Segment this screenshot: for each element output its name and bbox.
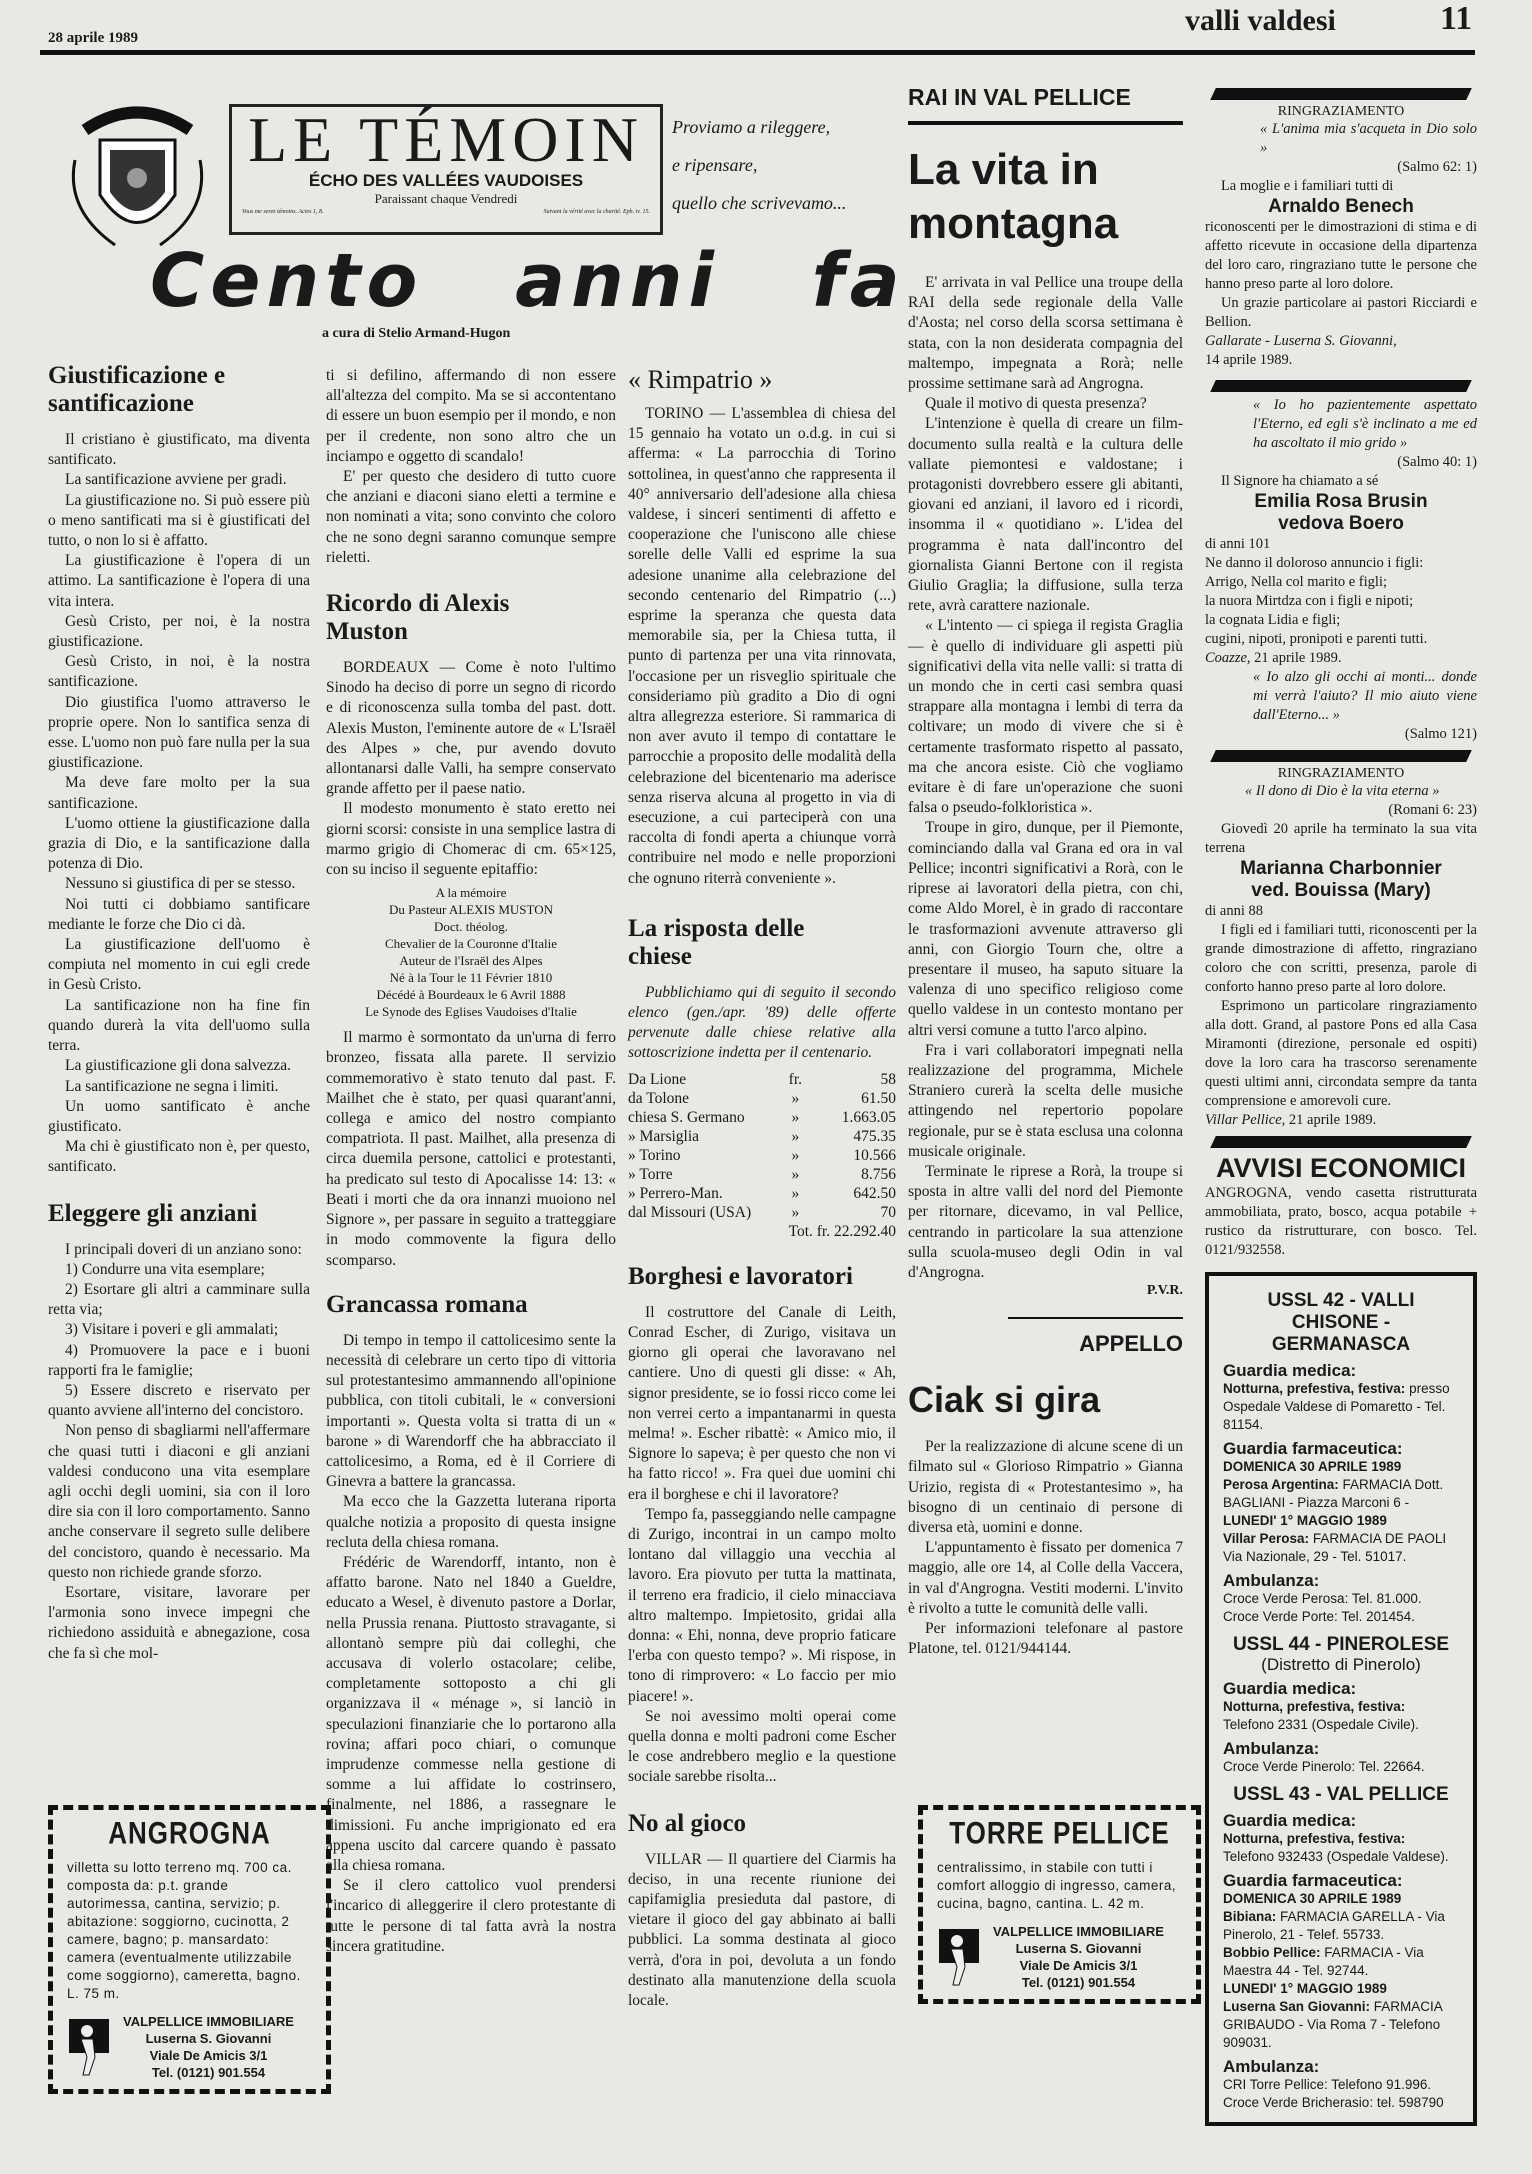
appello-kicker: APPELLO — [1079, 1331, 1183, 1357]
column-4 — [908, 84, 1183, 1659]
notice-divider — [1210, 750, 1472, 762]
paragraph: 5) Essere discreto e riservato per quanto avviene all'interno del concistoro. — [48, 1381, 310, 1420]
notice-heading: RINGRAZIAMENTO — [1277, 104, 1405, 119]
donation-amount: 61.50 — [861, 1089, 896, 1107]
paragraph: Il costruttore del Canale di Leith, Conrad Escher, di Zurigo, visitava un giorno gli operai che lavoravano nel cantiere. Uno di questi gli disse: « Ah, signor presidente, se io fossi ricco come lei non verrei certo a impantanarmi in questa melma! ». Escher ribattè: « Amico mio, il Signore lo sapeva; è per questo che non vi ha fatto ricco! ». Fra quei due uomini chi era il borghese e chi il lavoratore? — [628, 1303, 896, 1503]
ambulance-entry: CRI Torre Pellice: Telefono 91.996. — [1223, 2077, 1432, 2092]
donation-unit: » — [791, 1089, 800, 1107]
article-body — [628, 1850, 896, 2012]
temoin-mottos — [232, 207, 660, 217]
paragraph: Se il clero cattolico vuol prendersi l'incarico di alleggerire il clero protestante di tutte le persone di tal fatta avrà la nostra sincera gratitudine. — [326, 1877, 616, 1955]
agency-phone: Tel. (0121) 901.554 — [1021, 1975, 1136, 1990]
paragraph: La santificazione ne segna i limiti. — [65, 1077, 279, 1095]
ambulanza-label: Ambulanza: — [1223, 1571, 1320, 1590]
paragraph: La giustificazione no. Si può essere più o meno santificati ma si è giustificati del tutto, o non lo si è affatto. — [48, 491, 310, 550]
paragraph: Non penso di sbagliarmi nell'affermare che quasi tutti i diaconi e gli anziani valdesi conducono una vita esemplare agli occhi degli uomini, sia con il loro dire sia con il loro comportamento. Sanno anche conservare il segreto sulle delibere del concistoro, quando è necessario. Ma questo non richiede grande sforzo. — [48, 1422, 310, 1581]
intro-line: Proviamo a rileggere, — [672, 117, 831, 137]
donation-from: » Perrero-Man. — [628, 1184, 723, 1202]
intro-lines — [672, 108, 846, 222]
avvisi-text: vendo casetta ristrutturata ammobiliata, prato, bosco, acqua potabile + rustico da ristrutturare, con bosco. Tel. 0121/932558. — [1205, 1185, 1478, 1258]
paragraph: Per la realizzazione di alcune scene di un filmato sul « Glorioso Rimpatrio » Gianna Urizio, regista di « Protestantesimo », ha bisogno di un centinaio di persone di diversa età, uomini e donne. — [908, 1438, 1183, 1536]
donation-row — [628, 1089, 896, 1108]
paragraph: E' per questo che desidero di tutto cuore che anziani e diaconi siano eletti a termine e non nominati a vita; sono convinto che coloro che ne sono degni saranno comunque sempre rieletti. — [326, 468, 616, 566]
paragraph: Ne danno il doloroso annuncio i figli: — [1205, 555, 1424, 571]
pharmacy-place: Bobbio Pellice: — [1223, 1945, 1321, 1960]
page-number: 11 — [1440, 0, 1473, 37]
notice-date: 21 aprile 1989. — [1254, 650, 1342, 666]
paragraph: 2) Esortare gli altri a camminare sulla retta via; — [48, 1280, 310, 1319]
donation-amount: 70 — [880, 1203, 896, 1221]
ad-title: TORRE PELLICE — [949, 1814, 1170, 1851]
notice-place: Villar Pellice, — [1205, 1112, 1286, 1128]
paragraph: Se noi avessimo molti operai come quella donna e molti padroni come Escher le cose andrebbero meglio e la questione sociale sarebbe risolta... — [628, 1707, 896, 1786]
paragraph: La santificazione non ha fine fin quando durerà la vita dell'uomo sulla terra. — [48, 996, 310, 1055]
donation-row — [628, 1146, 896, 1165]
notice-place: Coazze, — [1205, 650, 1251, 666]
article-body — [48, 430, 310, 1178]
pharmacy-place: Villar Perosa: — [1223, 1531, 1310, 1546]
paragraph: Terminate le riprese a Rorà, la troupe si sposta in altre valli del nord del Piemonte per ritornare, dicevamo, in val Pellice, centrando in particolare la sua attenzione sulla scuola-museo degli Odin in val d'Angrogna. — [908, 1162, 1183, 1281]
notice-place: Gallarate - Luserna S. Giovanni, — [1205, 333, 1397, 349]
donation-row — [628, 1108, 896, 1127]
temoin-motto-right: Suivant la vérité avec la charité. Eph. iv. 15. — [543, 209, 650, 215]
guardia-medica-label: Guardia medica: — [1223, 1361, 1357, 1380]
column-1 — [48, 362, 310, 1664]
headline-grancassa: Grancassa romana — [326, 1290, 528, 1318]
pharmacy-place: Perosa Argentina: — [1223, 1477, 1339, 1492]
ad-torre-pellice — [918, 1805, 1201, 2004]
temoin-emblem-icon — [55, 100, 220, 260]
pharmacy-text: FARMACIA DE PAOLI Via Nazionale, 29 - Tel. 51017. — [1223, 1531, 1447, 1564]
notice-body — [1205, 218, 1477, 332]
hours-label: Notturna, prefestiva, festiva: — [1223, 1831, 1406, 1846]
ambulance-entry: Croce Verde Perosa: Tel. 81.000. — [1223, 1591, 1422, 1606]
paragraph: VILLAR — Il quartiere del Ciarmis ha deciso, in una recente riunione dei capifamiglia presieduta dal pastore, di vietare il gioco del gay abbinato ai balli pubblici. La somma destinata al gioco verrà, d'ora in poi, devoluta a un fondo destinato alla manutenzione della scuola locale. — [628, 1850, 896, 2009]
deceased-name: Emilia Rosa Brusin — [1254, 491, 1428, 512]
pharmacy-text: FARMACIA GARELLA - Via Pinerolo, 21 - Telef. 55733. — [1223, 1909, 1445, 1942]
avvisi-ad — [1205, 1184, 1477, 1260]
paragraph: L'intenzione è quella di creare un film-documento sulla realtà e la cultura delle vallate piemontesi e valdostane; i protagonisti dovrebbero essere gli abitanti, giovani ed anziani, il lavoro ed i ricordi, insomma il « quotidiano ». L'idea del programma è nata dall'incontro del giornalista Gianni Bertone con il regista Giulio Graglia; la diffusione, sulla terza rete, avrà carattere nazionale. — [908, 415, 1183, 615]
temoin-subtitle: ÉCHO DES VALLÉES VAUDOISES — [308, 171, 584, 190]
guardia-medica-text — [1223, 1380, 1459, 1434]
agency-address: Viale De Amicis 3/1 — [1019, 1958, 1138, 1973]
hours-label: Notturna, prefestiva, festiva: — [1223, 1381, 1406, 1396]
agency-address: Viale De Amicis 3/1 — [149, 2048, 268, 2063]
pharmacy-text: FARMACIA - Via Maestra 44 - Tel. 92744. — [1223, 1945, 1424, 1978]
donation-row — [628, 1203, 896, 1222]
article-body — [908, 273, 1183, 1283]
pharmacy-text: FARMACIA GRIBAUDO - Via Roma 7 - Telefono 909031. — [1223, 1999, 1443, 2050]
hours-text: presso Ospedale Valdese di Pomaretto - Tel. 81154. — [1223, 1381, 1450, 1432]
paragraph: Per informazioni telefonare al pastore Platone, tel. 0121/944144. — [908, 1619, 1183, 1658]
notice-date: 21 aprile 1989. — [1288, 1112, 1377, 1128]
headline-risposta: La risposta delle chiese — [628, 914, 805, 970]
paragraph: riconoscenti per le dimostrazioni di stima e di affetto ricevute in occasione della dipartenza del loro caro, ringraziano tutte le persone che hanno preso parte al loro dolore. — [1205, 219, 1477, 292]
column-5 — [1205, 84, 1477, 2126]
paragraph: Troupe in giro, dunque, per il Piemonte, cominciando dalla val Grana ed ora in val Pellice; incontri significativi a Rorà, con le riprese ai lavoratori della pietra, con chi, come Aldo Morel, è in grado di raccontare le trasformazioni avvenute attraverso gli anni, con Giorgio Tourn che, oltre a presentare il museo, ha saputo situare la valenza di uno specifico religioso come quello valdese in un contesto montano per altri versi comune a tutto l'arco alpino. — [908, 819, 1183, 1039]
text-line: A la mémoire — [435, 885, 507, 901]
hours-label: Notturna, prefestiva, festiva: — [1223, 1699, 1406, 1714]
deceased-age: di anni 101 — [1205, 536, 1271, 552]
ussl-44-title: USSL 44 - PINEROLESE — [1232, 1634, 1450, 1655]
pharmacy-entry — [1223, 1998, 1459, 2052]
article-body — [326, 658, 616, 880]
deceased-name: Marianna Charbonnier — [1240, 858, 1442, 879]
text-line: Décédé à Bourdeaux le 6 Avril 1888 — [376, 987, 566, 1003]
pharmacy-day: LUNEDI' 1° MAGGIO 1989 — [1223, 1981, 1387, 1996]
paragraph: la nuora Mirtdza con i figli e nipoti; — [1205, 593, 1414, 609]
paragraph: Fra i vari collaboratori impegnati nella realizzazione del programma, Michele Straniero curerà la scelta delle musiche attingendo nel repertorio popolare regionale, pur se è stata esclusa una colonna musicale originale. — [908, 1041, 1183, 1160]
article-body — [628, 1303, 896, 1788]
notice-heading: RINGRAZIAMENTO — [1277, 766, 1405, 781]
donation-unit: » — [791, 1108, 800, 1126]
text-line: Chevalier de la Couronne d'Italie — [384, 936, 557, 952]
text-line: Doct. théolog. — [433, 919, 508, 935]
article-body — [326, 1331, 616, 1957]
donation-unit: » — [791, 1203, 800, 1221]
donation-amount: 642.50 — [853, 1184, 896, 1202]
paragraph: La santificazione avviene per gradi. — [65, 471, 287, 489]
total-amount: 22.292.40 — [834, 1222, 896, 1240]
donation-from: » Torre — [628, 1165, 673, 1183]
paragraph: Ma chi è giustificato non è, per questo, santificato. — [48, 1138, 310, 1176]
rai-signature: P.V.R. — [1146, 1283, 1183, 1299]
notice-place-date — [1205, 1111, 1477, 1130]
pharmacy-entry — [1223, 1944, 1459, 1980]
ambulanza-label: Ambulanza: — [1223, 2057, 1320, 2076]
paragraph: 4) Promuovere la pace e i buoni rapporti fra le famiglie; — [48, 1341, 310, 1379]
pharmacy-entry — [1223, 1908, 1459, 1944]
donation-total-row — [628, 1222, 896, 1241]
paragraph: Ma deve fare molto per la sua santificazione. — [48, 774, 310, 812]
column-2 — [326, 366, 616, 1957]
notice-intro: Il Signore ha chiamato a sé — [1220, 473, 1379, 489]
notice-divider — [1210, 88, 1472, 100]
paragraph: Esortare, visitare, lavorare per l'armonia sono invece impegni che richiedono assiduità e abnegazione, cosa che fa sì che mol- — [48, 1583, 310, 1662]
rai-kicker: RAI IN VAL PELLICE — [908, 84, 1183, 125]
ussl-44-subtitle: (Distretto di Pinerolo) — [1261, 1655, 1421, 1674]
agency-city: Luserna S. Giovanni — [1015, 1941, 1142, 1956]
hours-text: Telefono 2331 (Ospedale Civile). — [1223, 1717, 1419, 1732]
hours-text: Telefono 932433 (Ospedale Valdese). — [1223, 1849, 1449, 1864]
pharmacy-day: LUNEDI' 1° MAGGIO 1989 — [1223, 1513, 1387, 1528]
paragraph: Gesù Cristo, in noi, è la nostra santificazione. — [48, 653, 310, 691]
donation-from: » Marsiglia — [628, 1127, 700, 1145]
text-line: Du Pasteur ALEXIS MUSTON — [388, 902, 554, 918]
paragraph: I principali doveri di un anziano sono: — [65, 1240, 302, 1258]
donation-from: » Torino — [628, 1146, 681, 1164]
paragraph: Noi tutti ci dobbiamo santificare mediante le forze che Dio ci dà. — [48, 895, 310, 933]
paragraph: L'appuntamento è fissato per domenica 7 maggio, alle ore 14, al Colle della Vaccera, in val d'Angrogna. Vestiti moderni. L'invito è rivolto a tutte le comunità delle valli. — [908, 1539, 1183, 1617]
donation-unit: fr. — [788, 1070, 802, 1088]
ambulance-entry: Croce Verde Porte: Tel. 201454. — [1223, 1609, 1415, 1624]
paragraph: Tempo fa, passeggiando nelle campagne di Zurigo, incontrai in un campo molto lontano dal villaggio una vecchia al lavoro. Era piovuto per tutta la mattinata, il terreno era fradicio, il cielo minacciava altro maltempo. Impietosito, gridai alla donna: « Ehi, nonna, deve proprio faticare l'erba con questo tempo? ». Mi rispose, in tono di rimprovero: « Lo faccio per mio piacere! ». — [628, 1505, 896, 1705]
epitaph — [326, 884, 616, 1020]
paragraph: Di tempo in tempo il cattolicesimo sente la necessità di celebrare un certo tipo di vittoria sul protestantesimo ammannendo all'opinione pubblica, con titoli cubitali, le « conversioni importanti ». Questa volta si tratta di un « barone » di Warendorff che ha abbracciato il cattolicesimo, a Roma, ed è il Corriere di Ginevra a battere la grancassa. — [326, 1331, 616, 1491]
deceased-age: di anni 88 — [1205, 903, 1263, 919]
paragraph: L'uomo ottiene la giustificazione dalla grazia di Dio, e la santificazione dalla potenza di Dio. — [48, 814, 310, 873]
agency-name: VALPELLICE IMMOBILIARE — [123, 2014, 294, 2029]
paragraph: I figli ed i familiari tutti, riconoscenti per la grande dimostrazione di affetto, ringraziano coloro che con scritti, presenza, parole di conforto hanno preso parte al loro dolore. — [1205, 922, 1477, 995]
pharmacy-day: DOMENICA 30 APRILE 1989 — [1223, 1459, 1402, 1474]
headline-giustificazione: Giustificazione e santificazione — [48, 362, 226, 417]
agency-logo-icon — [67, 2017, 111, 2077]
paragraph: Dio giustifica l'uomo attraverso le proprie opere. Non lo santifica senza di esse. L'uomo non può fare nulla per la sua giustificazione. — [48, 693, 310, 772]
notice-divider — [1210, 380, 1472, 392]
paragraph: Il modesto monumento è stato eretto nei giorni scorsi: consiste in una semplice lastra di marmo grigio di Chomerac di cm. 65×125, con su inciso il seguente epitaffio: — [326, 800, 616, 879]
deceased-name: Arnaldo Benech — [1268, 196, 1414, 217]
donation-unit: » — [791, 1184, 800, 1202]
total-label: Tot. fr. — [788, 1222, 831, 1240]
notice-intro: Giovedì 20 aprile ha terminato la sua vita terrena — [1205, 821, 1477, 856]
donation-amount: 58 — [880, 1070, 896, 1088]
article-body — [326, 366, 616, 568]
paragraph: la cognata Lidia e figli; — [1205, 612, 1341, 628]
notice-date: 14 aprile 1989. — [1205, 352, 1293, 368]
paragraph: « L'intento — ci spiega il regista Graglia — è quello di individuare gli aspetti più significativi della vita nelle valli: si tratta di un mondo che in certi casi sembra quasi strappare alla montagna i lembi di terra da coltivare; un modo di vivere che si è certamente trasformato rispetto al passato, ma che ancora esiste. Ciò che vogliamo evitare è di fare un'operazione che suoni falsa o pseudo-folkloristica ». — [908, 617, 1183, 817]
ambulance-entry: Croce Verde Pinerolo: Tel. 22664. — [1223, 1759, 1425, 1774]
pharmacy-entry — [1223, 1476, 1459, 1512]
donation-from: da Tolone — [628, 1089, 690, 1107]
donation-row — [628, 1070, 896, 1089]
ad-title: ANGROGNA — [108, 1814, 271, 1851]
donation-unit: » — [791, 1165, 800, 1183]
pharmacy-text: FARMACIA Dott. BAGLIANI - Piazza Marconi 6 - — [1223, 1477, 1444, 1510]
headline-borghesi: Borghesi e lavoratori — [628, 1262, 853, 1290]
notice-divider — [1210, 1136, 1472, 1148]
feature-title: Cento anni fa — [150, 238, 906, 324]
paragraph: cugini, nipoti, pronipoti e parenti tutti. — [1205, 631, 1428, 647]
headline-rimpatrio: « Rimpatrio » — [628, 365, 773, 394]
guardia-farmaceutica-label: Guardia farmaceutica: — [1223, 1439, 1403, 1458]
text-line: Le Synode des Eglises Vaudoises d'Italie — [365, 1004, 577, 1020]
paragraph: Arrigo, Nella col marito e figli; — [1205, 574, 1388, 590]
paragraph: 3) Visitare i poveri e gli ammalati; — [65, 1321, 279, 1339]
feature-byline: a cura di Stelio Armand-Hugon — [322, 326, 511, 341]
paragraph: La giustificazione gli dona salvezza. — [65, 1057, 291, 1075]
notice-ref: (Romani 6: 23) — [1388, 802, 1477, 818]
text-line: Auteur de l'Israël des Alpes — [399, 953, 543, 969]
guardia-farmaceutica-label: Guardia farmaceutica: — [1223, 1871, 1403, 1890]
notice-verse: « Io alzo gli occhi ai monti... donde mi verrà l'aiuto? Il mio aiuto viene dall'Eterno... » — [1253, 669, 1477, 723]
deceased-name-2: ved. Bouissa (Mary) — [1251, 880, 1431, 901]
notice-verse: « L'anima mia s'acqueta in Dio solo » — [1260, 121, 1477, 156]
headline-muston: Ricordo di Alexis Muston — [326, 590, 510, 646]
notice-ref: (Salmo 62: 1) — [1397, 159, 1477, 175]
notice-body — [1205, 921, 1477, 1111]
notice-body — [1205, 554, 1477, 649]
agency-city: Luserna S. Giovanni — [145, 2031, 272, 2046]
section-name: valli valdesi — [1185, 4, 1336, 37]
intro-line: e ripensare, — [672, 155, 758, 175]
donation-row — [628, 1127, 896, 1146]
agency-phone: Tel. (0121) 901.554 — [151, 2065, 266, 2080]
pharmacy-place: Luserna San Giovanni: — [1223, 1999, 1371, 2014]
paragraph: ti si defilino, affermando di non essere all'altezza del compito. Ma se si accontentano di essere un buon esempio per il mondo, e non per il credente, non sono altro che un inciampo e oggetto di scandalo! — [326, 367, 616, 465]
temoin-frequency: Paraissant chaque Vendredi — [374, 191, 518, 206]
agency-logo-icon — [937, 1927, 981, 1987]
paragraph: La giustificazione è l'opera di un attimo. La santificazione è l'opera di una vita intera. — [48, 552, 310, 610]
paragraph: Quale il motivo di questa presenza? — [925, 395, 1147, 413]
headline-eleggere: Eleggere gli anziani — [48, 1199, 258, 1227]
notice-verse: « Il dono di Dio è la vita eterna » — [1245, 783, 1440, 799]
notice-ref: (Salmo 40: 1) — [1397, 454, 1477, 470]
donation-from: chiesa S. Germano — [628, 1108, 745, 1126]
headline-gioco: No al gioco — [628, 1809, 747, 1837]
temoin-masthead-box — [229, 104, 663, 235]
paragraph: Un grazie particolare ai pastori Ricciardi e Bellion. — [1205, 295, 1477, 330]
notice-verse: « Io ho pazientemente aspettato l'Eterno, ed egli s'è inclinato a me ed ha ascoltato il mio grido » — [1253, 397, 1477, 451]
notice-place-date — [1205, 649, 1477, 668]
donation-amount: 1.663.05 — [841, 1108, 896, 1126]
pharmacy-day: DOMENICA 30 APRILE 1989 — [1223, 1891, 1402, 1906]
article-body — [326, 1028, 616, 1270]
temoin-motto-left: Vous me serez témoins. Actes 1, 8. — [242, 209, 324, 215]
notice-intro: La moglie e i familiari tutti di — [1220, 178, 1394, 194]
rai-headline: La vita in montagna — [908, 145, 1119, 248]
paragraph: Gesù Cristo, per noi, è la nostra giustificazione. — [48, 612, 310, 651]
article-body — [48, 1240, 310, 1664]
guardia-medica-label: Guardia medica: — [1223, 1811, 1357, 1830]
avvisi-place: ANGROGNA, — [1205, 1185, 1292, 1201]
paragraph: 1) Condurre una vita esemplare; — [65, 1260, 265, 1278]
notice-ref: (Salmo 121) — [1404, 726, 1477, 742]
article-body — [908, 1437, 1183, 1659]
pharmacy-place: Bibiana: — [1223, 1909, 1277, 1924]
notice-place-date — [1205, 332, 1477, 370]
paragraph: E' arrivata in val Pellice una troupe della RAI della sede regionale della Valle d'Aosta; nel corso della scorsa settimana è stata, con la non desiderata compagnia del maltempo, impegnata a Rorà; nelle prossime settimane sarà ad Angrogna. — [908, 274, 1183, 393]
guardia-medica-text — [1223, 1698, 1459, 1734]
guardia-medica-text — [1223, 1830, 1459, 1866]
donation-amount: 10.566 — [853, 1146, 896, 1164]
guardia-medica-label: Guardia medica: — [1223, 1679, 1357, 1698]
ad-angrogna — [48, 1805, 331, 2094]
ambulanza-label: Ambulanza: — [1223, 1739, 1320, 1758]
pharmacy-entry — [1223, 1530, 1459, 1566]
ambulance-entry: Croce Verde Bricherasio: tel. 598790 — [1223, 2095, 1444, 2110]
temoin-title: LE TÉMOIN — [248, 104, 644, 175]
intro-line: quello che scrivevamo... — [672, 193, 847, 213]
ussl-42-title: USSL 42 - VALLI CHISONE - GERMANASCA — [1267, 1290, 1415, 1355]
paragraph: Esprimono un particolare ringraziamento alla dott. Grand, al pastore Pons ed alla Casa Miramonti (direzione, personale ed ospiti) dove la loro cara ha trascorso serenamente questi ultimi anni, circondata sempre da tanta comprensione e amorevoli cure. — [1205, 998, 1477, 1109]
donation-unit: » — [791, 1146, 800, 1164]
paragraph: Nessuno si giustifica di per se stesso. — [65, 875, 296, 893]
donations-table — [628, 1070, 896, 1241]
column-3 — [628, 366, 896, 2011]
ad-text: villetta su lotto terreno mq. 700 ca. composta da: p.t. grande autorimessa, cantina, servizio; p. abitazione: soggiorno, cucinotta, 2 camere, bagno; p. mansardato: camera (eventualmente utilizzabile come soggiorno), cameretta, bagno. L. 75 m. — [67, 1860, 301, 2001]
issue-date: 28 aprile 1989 — [48, 30, 138, 46]
paragraph: Un uomo santificato è anche giustificato. — [48, 1097, 310, 1135]
paragraph: BORDEAUX — Come è noto l'ultimo Sinodo ha deciso di porre un segno di ricordo e di riconoscenza sulla tomba del past. dott. Alexis Muston, l'eminente autore de « L'Israël des Alpes » che, pur avendo dovuto allontanarsi dalle Valli, ha sempre conservato grande affetto per il paese natio. — [326, 659, 616, 798]
header-rule — [40, 50, 1475, 55]
deceased-name-2: vedova Boero — [1278, 513, 1404, 534]
ad-text: centralissimo, in stabile con tutti i comfort alloggio di ingresso, camera, cucina, bagno, cantina. L. 42 m. — [937, 1860, 1177, 1911]
agency-name: VALPELLICE IMMOBILIARE — [993, 1924, 1164, 1939]
donation-amount: 475.35 — [853, 1127, 896, 1145]
paragraph: Ma ecco che la Gazzetta luterana riporta qualche notizia a proposito di questa insigne recluta della chiesa romana. — [326, 1493, 616, 1551]
ciak-headline: Ciak si gira — [908, 1379, 1101, 1421]
paragraph: La giustificazione dell'uomo è compiuta nel momento in cui egli crede in Gesù Cristo. — [48, 936, 310, 994]
donation-from: Da Lione — [628, 1070, 687, 1088]
risposta-intro: Pubblichiamo qui di seguito il secondo elenco (gen./apr. '89) delle offerte pervenute dalle chiese relative alla sottoscrizione indetta per il centenario. — [628, 983, 896, 1062]
paragraph: Il marmo è sormontato da un'urna di ferro bronzeo, fissata alla parete. Il servizio commemorativo è stato tenuto dal past. F. Mailhet che è stato, per quasi quarant'anni, collega e amico del nostro compianto compatriota. Il past. Mailhet, alla presenza di circa duemila persone, cattolici e protestanti, ha predicato sul testo di Apocalisse 14: 13: « Beati i morti che da ora innanzi muoiono nel Signore », per passare in seguito a tratteggiare in modo commovente la figura dello scomparso. — [326, 1029, 616, 1269]
donation-row — [628, 1184, 896, 1203]
donation-row — [628, 1165, 896, 1184]
donation-from: dal Missouri (USA) — [628, 1203, 752, 1221]
paragraph: TORINO — L'assemblea di chiesa del 15 gennaio ha votato un o.d.g. in cui si afferma: « La parrocchia di Torino sottolinea, in quest'anno che rappresenta il 40° anniversario dell'adesione alla chiesa valdese, i sinceri sentimenti di affetto e cooperazione che l'uniscono alle chiese sorelle delle Valli ed esprime la sua adesione unanime alla celebrazione del secondo centenario del Rimpatrio (...) esprime la speranza che questa data memorabile sia, per la Chiesa tutta, il punto di partenza per una vita rinnovata, l'occasione per un risveglio spirituale che consideriamo più gradito a Dio di ogni altra allegrezza esteriore. Si rammarica di non aver avuto il tempo di contattare le parrocchie a proposito delle modalità della celebrazione del bicentenario ma aderisce senza riserva alcuna al progetto in via di esecuzione, a cui parteciperà con una raccolta di fondi aperta a chiunque vorrà contribuire nel modo e nelle proporzioni che ognuno riterrà conveniente ». — [628, 405, 896, 887]
ussl-43-title: USSL 43 - VAL PELLICE — [1233, 1784, 1449, 1805]
text-line: Né à la Tour le 11 Février 1810 — [389, 970, 553, 986]
paragraph: Frédéric de Warendorff, intanto, non è affatto barone. Nato nel 1840 a Gueldre, educato a Wesel, è divenuto pastore a Dorlar, nella Prussia renana. Piuttosto stravagante, si allontanò sempre più dai colleghi, che accusava di volerlo ostacolare; celibe, completamente sottoposto a chi gli organizzava il « ménage », si lanciò in speculazioni finanziarie che lo portarono alla rovina; affari poco chiari, o comunque imprudenze commesse nella gestione di somme a lui affidate lo costrinsero, finalmente, nel 1886, a rassegnare le dimissioni. Fu anche imprigionato ed era appena uscito dal carcere quando è passato alla chiesa romana. — [326, 1553, 616, 1874]
donation-unit: » — [791, 1127, 800, 1145]
avvisi-title: AVVISI ECONOMICI — [1215, 1153, 1467, 1183]
paragraph: Il cristiano è giustificato, ma diventa santificato. — [48, 431, 310, 469]
article-body — [628, 404, 896, 889]
ussl-box — [1205, 1272, 1477, 2126]
donation-amount: 8.756 — [861, 1165, 896, 1183]
